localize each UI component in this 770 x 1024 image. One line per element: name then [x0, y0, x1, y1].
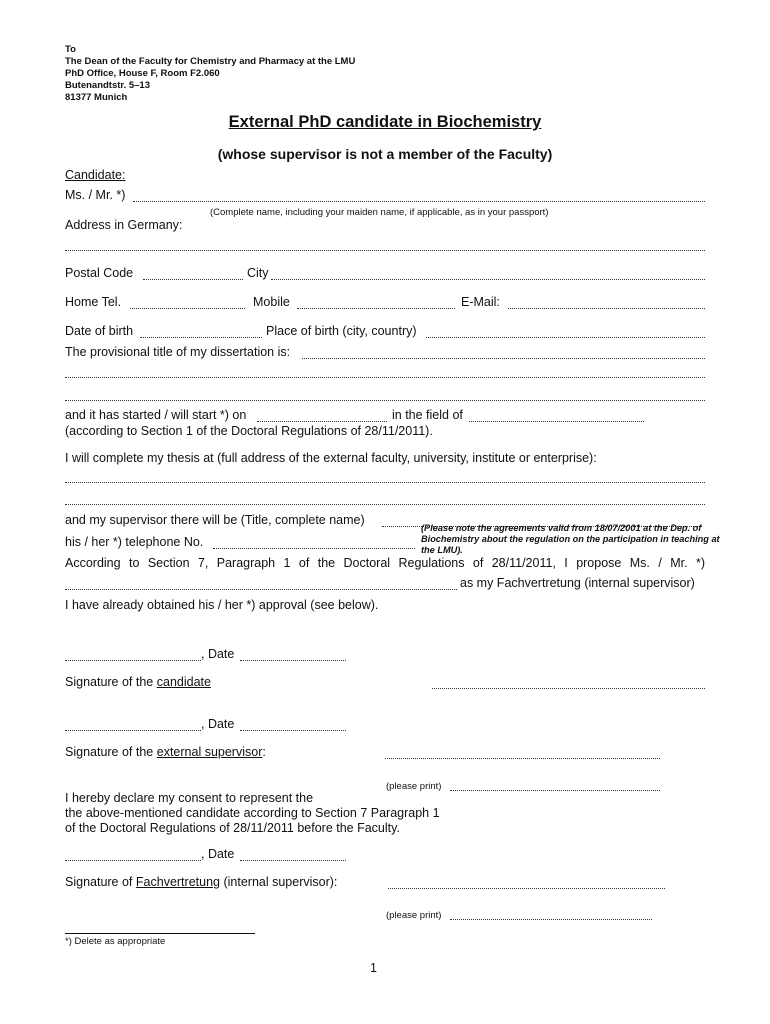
- please-print-label: (please print): [386, 910, 442, 921]
- candidate-place-field[interactable]: [65, 648, 201, 661]
- date-label: , Date: [201, 717, 235, 731]
- recipient-address: [65, 44, 355, 104]
- external-signature-field[interactable]: [385, 746, 660, 759]
- candidate-heading: Candidate:: [65, 168, 126, 182]
- salutation-label: Ms. / Mr. *): [65, 188, 126, 202]
- email-label: E-Mail:: [461, 295, 500, 309]
- dissertation-title-field[interactable]: [302, 346, 705, 359]
- address-line: 81377 Munich: [65, 92, 128, 103]
- mobile-label: Mobile: [253, 295, 290, 309]
- city-label: City: [247, 266, 269, 280]
- supervisor-telephone-field[interactable]: [213, 536, 415, 549]
- agreement-note: (Please note the agreements valid from 18/07/2001 at the Dep. of Biochemistry about the regulation on the participation in teaching at the LMU).: [421, 523, 720, 555]
- please-print-label: (please print): [386, 781, 442, 792]
- supervisor-label: and my supervisor there will be (Title, complete name): [65, 513, 365, 527]
- home-tel-field[interactable]: [130, 296, 245, 309]
- form-subtitle: (whose supervisor is not a member of the Faculty): [217, 146, 553, 162]
- address-line: The Dean of the Faculty for Chemistry and Pharmacy at the LMU: [65, 56, 356, 67]
- external-place-field[interactable]: [65, 718, 201, 731]
- fach-print-name-field[interactable]: [450, 909, 652, 920]
- mobile-field[interactable]: [297, 296, 455, 309]
- fachvertretung-label: as my Fachvertretung (internal supervisor): [460, 576, 695, 590]
- internal-supervisor-field[interactable]: [65, 577, 457, 590]
- start-date-label: and it has started / will start *) on: [65, 408, 247, 422]
- city-field[interactable]: [271, 267, 705, 280]
- address-line: To: [65, 44, 76, 55]
- fach-signature-field[interactable]: [388, 876, 665, 889]
- date-label: , Date: [201, 847, 235, 861]
- address-label: Address in Germany:: [65, 218, 183, 232]
- consent-declaration: I hereby declare my consent to represent the the above-mentioned candidate according to Section 7 Paragraph 1 of the Doctoral Regulations of 28/11/2011 before the Faculty.: [65, 791, 440, 835]
- external-print-name-field[interactable]: [450, 780, 660, 791]
- field-of-study-field[interactable]: [469, 409, 644, 422]
- name-hint: (Complete name, including your maiden name, if applicable, as in your passport): [210, 207, 549, 218]
- external-signature-label: Signature of the external supervisor:: [65, 745, 266, 759]
- fach-date-field[interactable]: [240, 848, 346, 861]
- dissertation-title-label: The provisional title of my dissertation is:: [65, 345, 291, 359]
- postal-code-field[interactable]: [143, 267, 243, 280]
- date-label: , Date: [201, 647, 235, 661]
- footnote-divider: [65, 933, 255, 934]
- email-field[interactable]: [508, 296, 705, 309]
- dissertation-title-field[interactable]: [65, 365, 705, 378]
- section7-text: According to Section 7, Paragraph 1 of the Doctoral Regulations of 28/11/2011, I propose Ms. / Mr. *): [65, 556, 705, 570]
- dob-label: Date of birth: [65, 324, 134, 338]
- complete-at-label: I will complete my thesis at (full address of the external faculty, university, institute or enterprise):: [65, 451, 597, 465]
- footnote: *) Delete as appropriate: [65, 936, 166, 947]
- fach-place-field[interactable]: [65, 848, 201, 861]
- page-number: 1: [370, 961, 377, 975]
- address-field[interactable]: [65, 238, 705, 251]
- pob-label: Place of birth (city, country): [266, 324, 417, 338]
- telephone-label: his / her *) telephone No.: [65, 535, 204, 549]
- postal-code-label: Postal Code: [65, 266, 134, 280]
- candidate-signature-field[interactable]: [432, 676, 705, 689]
- fach-signature-label: Signature of Fachvertretung (internal supervisor):: [65, 875, 338, 889]
- pob-field[interactable]: [426, 325, 705, 338]
- candidate-signature-label: Signature of the candidate: [65, 675, 211, 689]
- approval-text: I have already obtained his / her *) approval (see below).: [65, 598, 379, 612]
- form-title: External PhD candidate in Biochemistry: [228, 113, 542, 131]
- candidate-date-field[interactable]: [240, 648, 346, 661]
- external-date-field[interactable]: [240, 718, 346, 731]
- external-institution-field[interactable]: [65, 492, 705, 505]
- field-label: in the field of: [392, 408, 463, 422]
- external-institution-field[interactable]: [65, 470, 705, 483]
- dob-field[interactable]: [140, 325, 262, 338]
- candidate-name-field[interactable]: [133, 189, 705, 202]
- regulation-reference: (according to Section 1 of the Doctoral Regulations of 28/11/2011).: [65, 424, 433, 438]
- dissertation-title-field[interactable]: [65, 388, 705, 401]
- start-date-field[interactable]: [257, 409, 387, 422]
- address-line: PhD Office, House F, Room F2.060: [65, 68, 220, 79]
- address-line: Butenandtstr. 5–13: [65, 80, 150, 91]
- home-tel-label: Home Tel.: [65, 295, 122, 309]
